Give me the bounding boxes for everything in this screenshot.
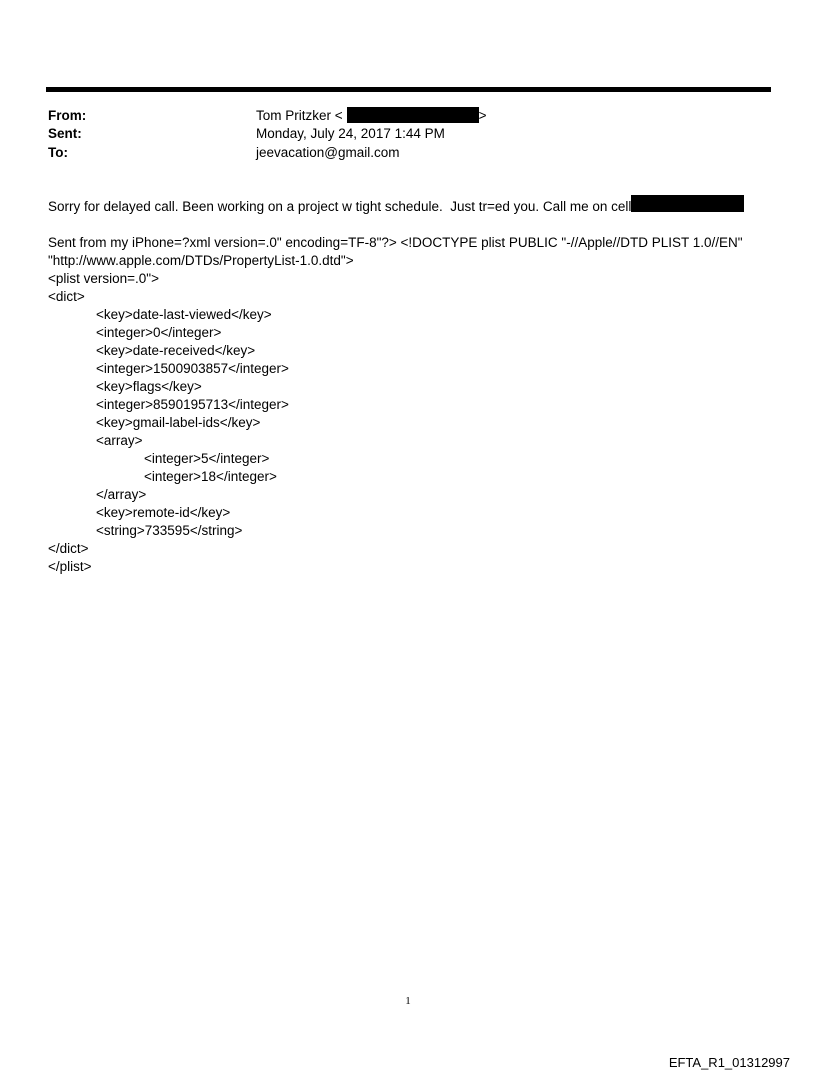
email-body — [48, 198, 768, 576]
from-row — [48, 107, 748, 125]
body-line: <integer>18</integer> — [144, 469, 277, 484]
body-line: <integer>5</integer> — [144, 451, 270, 466]
to-value: jeevacation@gmail.com — [256, 145, 400, 160]
redacted-phone-block — [631, 195, 744, 212]
body-line: <plist version=.0"> — [48, 271, 159, 286]
body-line: <integer>1500903857</integer> — [96, 361, 289, 376]
body-line: <key>gmail-label-ids</key> — [96, 415, 261, 430]
body-line: <integer>0</integer> — [96, 325, 222, 340]
body-line: </dict> — [48, 541, 89, 556]
body-line: <key>flags</key> — [96, 379, 202, 394]
sent-label: Sent: — [48, 126, 82, 141]
message-text: Sorry for delayed call. Been working on a project w tight schedule. Just tr=ed you. Call me on cell — [48, 199, 632, 214]
to-row — [48, 144, 748, 162]
body-line: <key>date-received</key> — [96, 343, 256, 358]
from-value-end: > — [478, 108, 487, 123]
message-line — [48, 198, 768, 216]
body-line: <string>733595</string> — [96, 523, 243, 538]
body-line: <integer>8590195713</integer> — [96, 397, 289, 412]
body-line: </array> — [96, 487, 147, 502]
body-line: Sent from my iPhone=?xml version=.0" encoding=TF-8"?> <!DOCTYPE plist PUBLIC "-//Apple//DTD PLIST 1.0//EN" — [48, 235, 743, 250]
sent-row — [48, 125, 748, 143]
body-line: <dict> — [48, 289, 85, 304]
sent-value: Monday, July 24, 2017 1:44 PM — [256, 126, 445, 141]
body-line: </plist> — [48, 559, 92, 574]
body-line: <key>date-last-viewed</key> — [96, 307, 272, 322]
body-line: <array> — [96, 433, 143, 448]
from-sender: Tom Pritzker < — [256, 108, 343, 123]
page-number: 1 — [405, 995, 411, 1007]
body-line: "http://www.apple.com/DTDs/PropertyList-1.0.dtd"> — [48, 253, 354, 268]
from-label: From: — [48, 108, 87, 123]
redacted-email-block — [347, 107, 479, 123]
to-label: To: — [48, 145, 68, 160]
from-value — [256, 107, 487, 125]
body-line: <key>remote-id</key> — [96, 505, 231, 520]
header-rule — [46, 87, 771, 92]
paragraph-gap — [48, 216, 768, 234]
bates-number: EFTA_R1_01312997 — [668, 1055, 790, 1070]
